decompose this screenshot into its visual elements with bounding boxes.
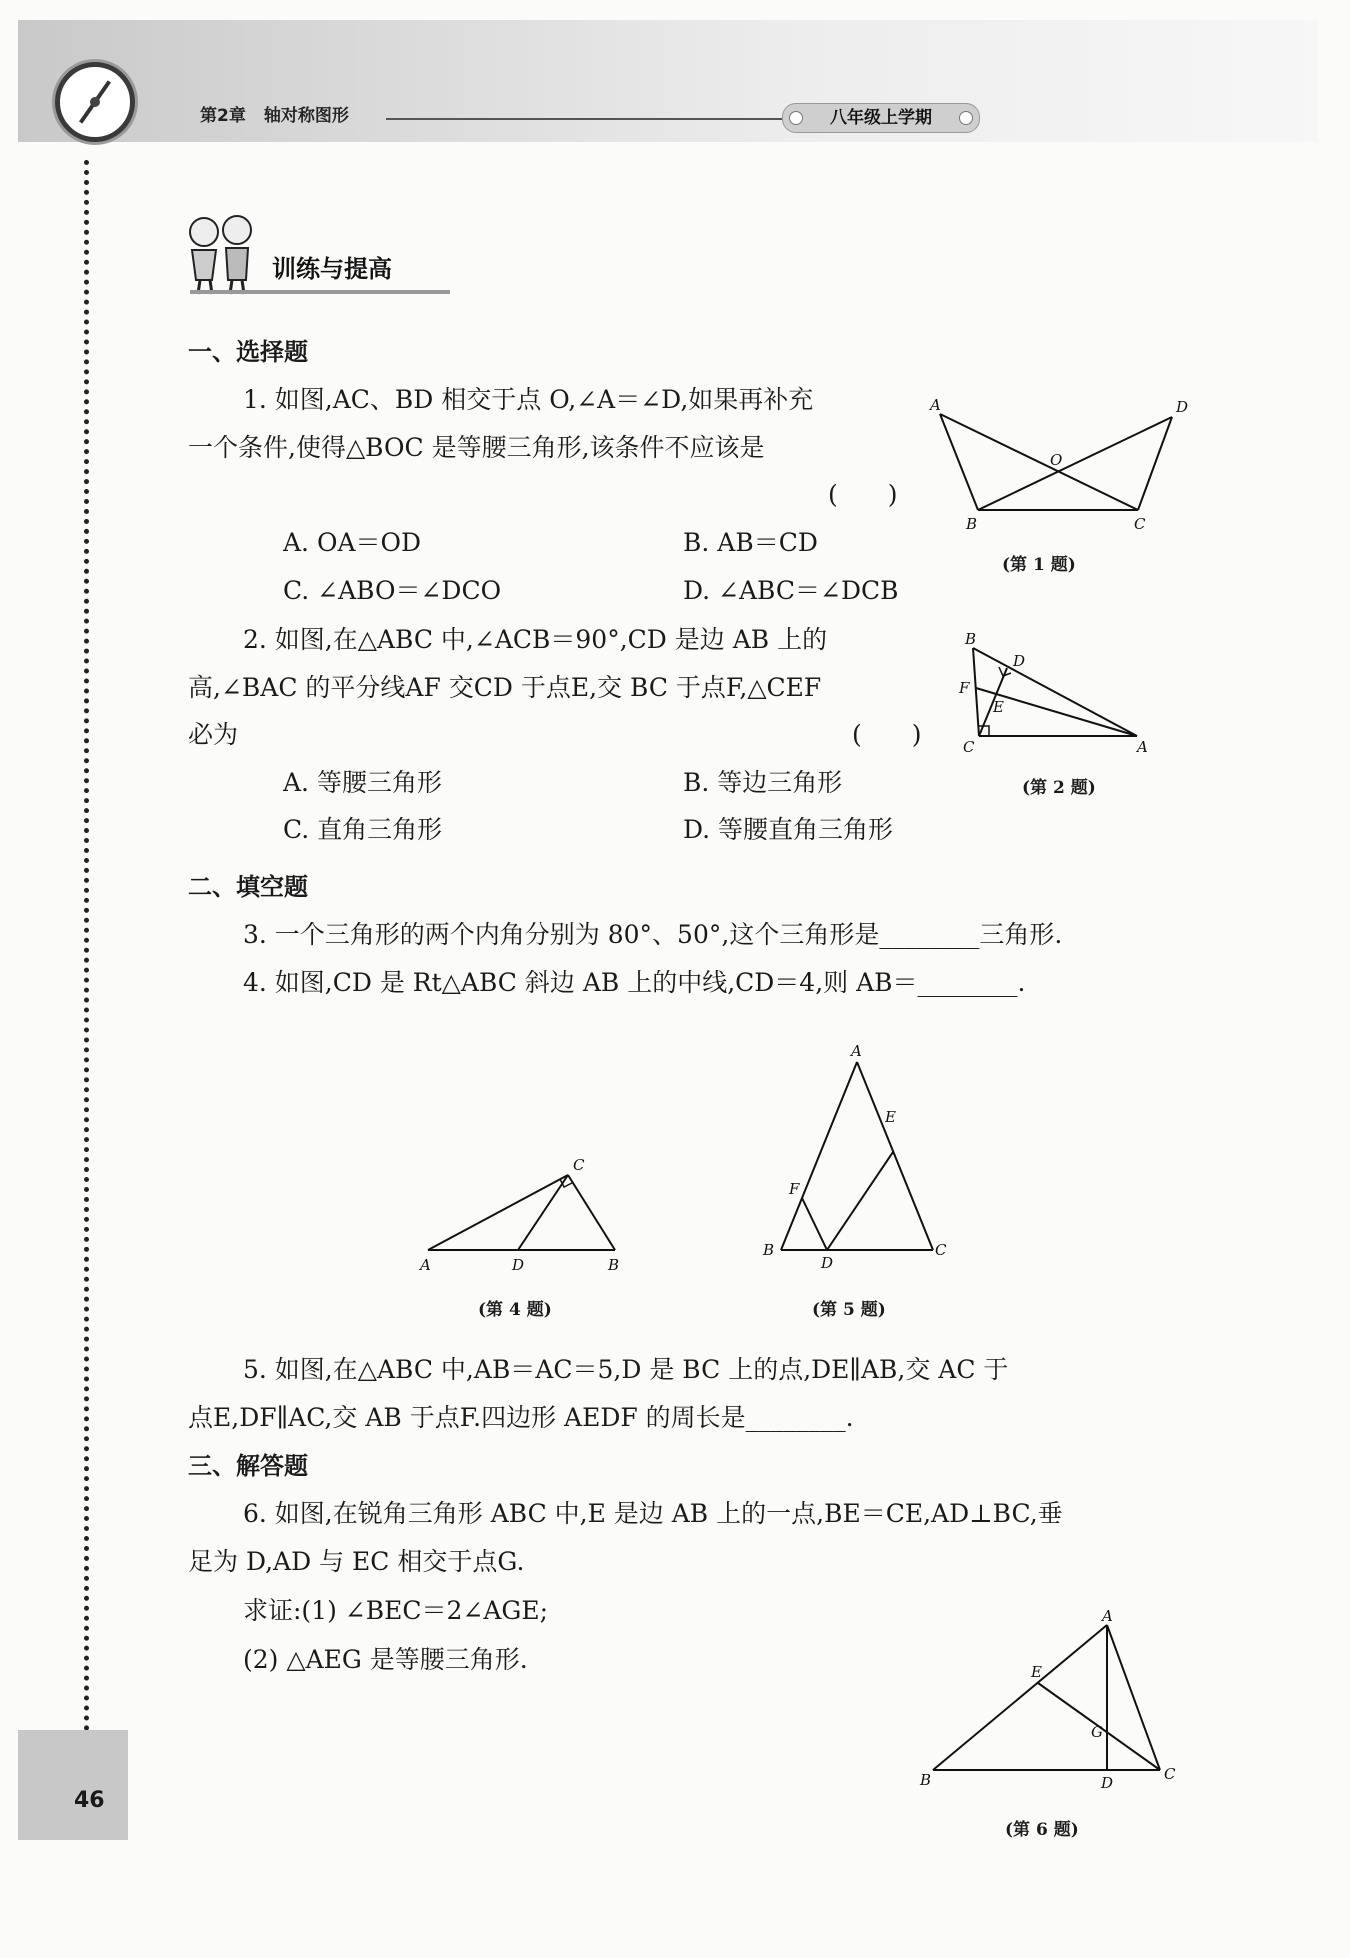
fig6-label: C — [1164, 1765, 1176, 1783]
fig5-label: B — [763, 1241, 775, 1259]
grade-badge: 八年级上学期 — [782, 103, 980, 133]
fig4-label: B — [608, 1256, 620, 1274]
q6-line3: 求证:(1) ∠BEC＝2∠AGE; — [243, 1596, 549, 1625]
q1-option-c: C. ∠ABO＝∠DCO — [283, 576, 502, 605]
fig2-label: E — [993, 698, 1004, 716]
figure-1 — [930, 392, 1190, 542]
fig5-label: D — [821, 1254, 834, 1272]
figure-4 — [410, 1155, 630, 1275]
fig2-label: F — [959, 679, 970, 697]
q2-line3: 必为 — [188, 720, 239, 749]
figure-6 — [915, 1605, 1185, 1790]
q6-line1: 6. 如图,在锐角三角形 ABC 中,E 是边 AB 上的一点,BE＝CE,AD⊥BC,垂 — [243, 1499, 1063, 1528]
section-banner-title: 训练与提高 — [272, 255, 392, 283]
q6-line2: 足为 D,AD 与 EC 相交于点G. — [188, 1547, 525, 1576]
margin-dotted-line — [84, 160, 89, 1732]
page-number-box — [18, 1730, 128, 1840]
q4-text: 4. 如图,CD 是 Rt△ABC 斜边 AB 上的中线,CD＝4,则 AB＝________. — [243, 968, 1026, 997]
caption-fig5: (第 5 题) — [812, 1300, 886, 1320]
kids-illustration-icon — [182, 210, 272, 300]
q5-line1: 5. 如图,在△ABC 中,AB＝AC＝5,D 是 BC 上的点,DE∥AB,交 AC 于 — [243, 1355, 1009, 1384]
fig5-label: E — [885, 1108, 896, 1126]
fig6-label: B — [920, 1771, 932, 1789]
fig5-label: C — [935, 1241, 947, 1259]
fig4-label: D — [512, 1256, 525, 1274]
fig2-label: A — [1137, 738, 1148, 756]
banner-underline — [190, 290, 450, 294]
fig6-label: G — [1091, 1723, 1103, 1741]
section-title-answer: 三、解答题 — [188, 1452, 308, 1480]
caption-fig4: (第 4 题) — [478, 1300, 552, 1320]
chapter-label: 第2章 — [200, 106, 246, 126]
chapter-heading — [200, 101, 349, 126]
q2-line1: 2. 如图,在△ABC 中,∠ACB＝90°,CD 是边 AB 上的 — [243, 625, 828, 654]
fig6-label: A — [1102, 1607, 1113, 1625]
fig6-label: D — [1101, 1774, 1114, 1792]
chapter-title: 轴对称图形 — [263, 106, 349, 126]
fig2-label: B — [965, 630, 977, 648]
q6-line4: (2) △AEG 是等腰三角形. — [243, 1645, 528, 1674]
header-rule — [386, 118, 786, 120]
section-title-fill: 二、填空题 — [188, 873, 308, 901]
q1-answer-paren: ( ) — [828, 480, 898, 509]
fig4-label: A — [420, 1256, 431, 1274]
figure-2 — [955, 630, 1155, 760]
q2-option-a: A. 等腰三角形 — [283, 768, 442, 797]
fig4-label: C — [573, 1156, 585, 1174]
section-title-choice: 一、选择题 — [188, 338, 308, 366]
fig1-label: B — [966, 515, 978, 533]
fig1-label: A — [930, 396, 941, 414]
q1-line1: 1. 如图,AC、BD 相交于点 O,∠A＝∠D,如果再补充 — [243, 385, 814, 414]
fig2-label: C — [963, 738, 975, 756]
fig1-label: D — [1176, 398, 1189, 416]
fig5-label: F — [789, 1180, 800, 1198]
q1-option-b: B. AB＝CD — [683, 528, 818, 557]
q1-option-a: A. OA＝OD — [283, 528, 422, 557]
q3-text: 3. 一个三角形的两个内角分别为 80°、50°,这个三角形是________三角形. — [243, 920, 1063, 949]
q5-line2: 点E,DF∥AC,交 AB 于点F.四边形 AEDF 的周长是________. — [188, 1403, 854, 1432]
compass-icon — [55, 62, 135, 142]
q2-option-b: B. 等边三角形 — [683, 768, 843, 797]
q2-line2: 高,∠BAC 的平分线AF 交CD 于点E,交 BC 于点F,△CEF — [188, 673, 822, 702]
page-number: 46 — [74, 1788, 105, 1813]
fig5-label: A — [851, 1042, 862, 1060]
caption-fig6: (第 6 题) — [1005, 1820, 1079, 1840]
q1-line2: 一个条件,使得△BOC 是等腰三角形,该条件不应该是 — [188, 433, 765, 462]
q2-option-c: C. 直角三角形 — [283, 815, 443, 844]
fig1-label: O — [1050, 451, 1063, 469]
fig1-label: C — [1134, 515, 1146, 533]
caption-fig1: (第 1 题) — [1002, 555, 1076, 575]
fig6-label: E — [1031, 1663, 1042, 1681]
caption-fig2: (第 2 题) — [1022, 778, 1096, 798]
q1-option-d: D. ∠ABC＝∠DCB — [683, 576, 899, 605]
q2-answer-paren: ( ) — [852, 720, 922, 749]
figure-5 — [755, 1040, 955, 1280]
fig2-label: D — [1013, 652, 1026, 670]
q2-option-d: D. 等腰直角三角形 — [683, 815, 894, 844]
